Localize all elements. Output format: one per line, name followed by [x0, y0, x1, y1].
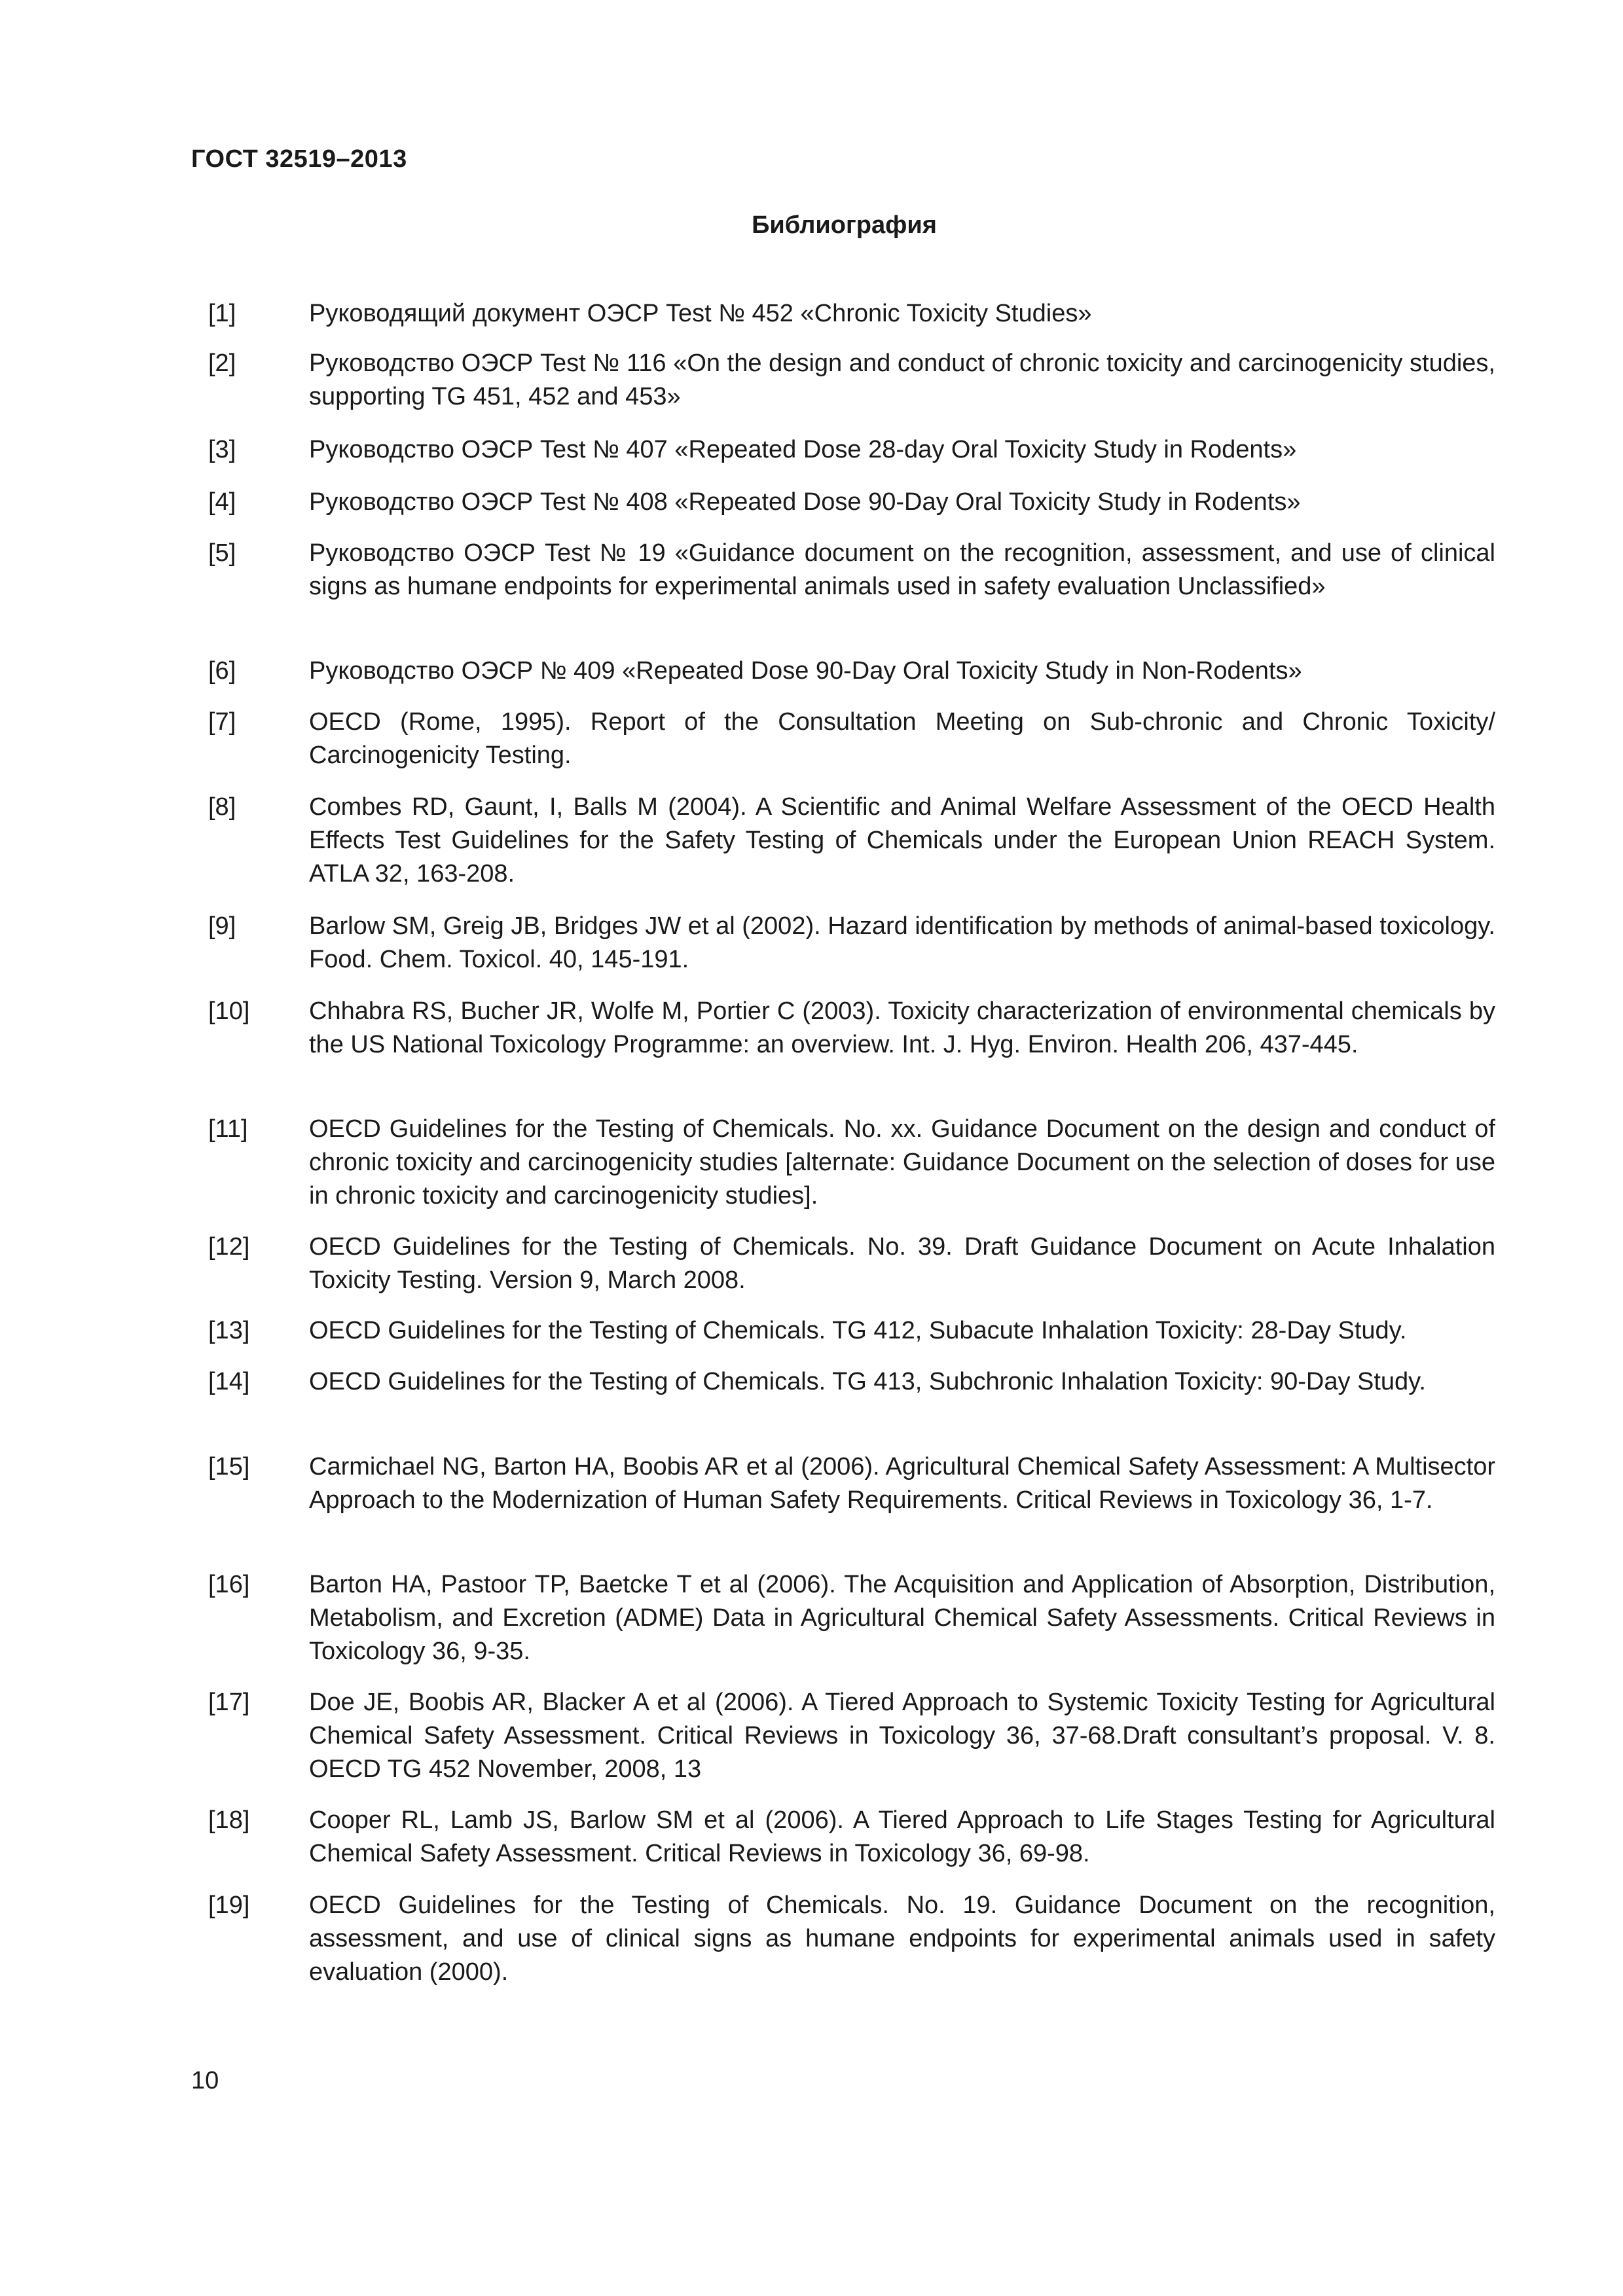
bibliography-item-number: [14]	[208, 1368, 250, 1395]
page-number: 10	[191, 2067, 219, 2094]
bibliography-title: Библиография	[752, 211, 937, 239]
bibliography-item-text: OECD Guidelines for the Testing of Chemicals. No. 19. Guidance Document on the recognition, assessment, and use of clinical signs as humane endpoints for experimental animals used in safety evaluation (2000).	[309, 1892, 1495, 1986]
standard-header: ГОСТ 32519–2013	[191, 145, 407, 173]
bibliography-item-text: Carmichael NG, Barton HA, Boobis AR et al (2006). Agricultural Chemical Safety Assessment: A Multisector Approach to the Modernization of Human Safety Requirements. Critical Reviews in Toxicology 36, 1-7.	[309, 1453, 1495, 1514]
bibliography-item-number: [18]	[208, 1806, 250, 1834]
bibliography-item-text: Doe JE, Boobis AR, Blacker A et al (2006). A Tiered Approach to Systemic Toxicity Testing for Agricultural Chemical Safety Assessment. Critical Reviews in Toxicology 36, 37-68.Draft consultant’s proposal. V. 8. OECD TG 452 November, 2008, 13	[309, 1689, 1495, 1783]
bibliography-item-text: Руководство ОЭСР Test № 19 «Guidance document on the recognition, assessment, and use of clinical signs as humane endpoints for experimental animals used in safety evaluation Unclassified»	[309, 539, 1495, 600]
bibliography-item-number: [8]	[208, 793, 236, 821]
bibliography-item-text: Руководство ОЭСР Test № 407 «Repeated Dose 28-day Oral Toxicity Study in Rodents»	[309, 436, 1297, 463]
bibliography-item-number: [6]	[208, 657, 236, 685]
bibliography-item-number: [5]	[208, 539, 236, 567]
bibliography-item-number: [9]	[208, 912, 236, 940]
bibliography-item-number: [10]	[208, 997, 250, 1025]
bibliography-item-number: [11]	[208, 1115, 248, 1143]
bibliography-item-number: [12]	[208, 1233, 250, 1261]
bibliography-item-number: [15]	[208, 1453, 250, 1480]
bibliography-item-text: OECD (Rome, 1995). Report of the Consultation Meeting on Sub-chronic and Chronic Toxicity/ Carcinogenicity Testing.	[309, 708, 1495, 769]
bibliography-item-number: [16]	[208, 1571, 250, 1598]
bibliography-item-text: Barton HA, Pastoor TP, Baetcke T et al (2006). The Acquisition and Application of Absorption, Distribution, Metabolism, and Excretion (ADME) Data in Agricultural Chemical Safety Assessments. Critical Reviews in Toxicology 36, 9-35.	[309, 1571, 1495, 1665]
bibliography-item-text: OECD Guidelines for the Testing of Chemicals. TG 413, Subchronic Inhalation Toxicity: 90-Day Study.	[309, 1368, 1426, 1395]
bibliography-item-text: Руководство ОЭСР № 409 «Repeated Dose 90-Day Oral Toxicity Study in Non-Rodents»	[309, 657, 1302, 685]
bibliography-item-number: [13]	[208, 1317, 250, 1344]
bibliography-item-number: [4]	[208, 488, 236, 516]
bibliography-item-text: Руководящий документ ОЭСР Test № 452 «Chronic Toxicity Studies»	[309, 300, 1092, 327]
bibliography-item-text: Руководство ОЭСР Test № 408 «Repeated Dose 90-Day Oral Toxicity Study in Rodents»	[309, 488, 1301, 516]
bibliography-item-number: [17]	[208, 1689, 250, 1716]
bibliography-item-text: OECD Guidelines for the Testing of Chemicals. No. xx. Guidance Document on the design and conduct of chronic toxicity and carcinogenicity studies [alternate: Guidance Document on the selection of doses for use in chronic toxicity and carcinogenicity studies].	[309, 1115, 1495, 1210]
bibliography-item-text: Руководство ОЭСР Test № 116 «On the design and conduct of chronic toxicity and carcinogenicity studies, supporting TG 451, 452 and 453»	[309, 350, 1495, 410]
bibliography-item-number: [1]	[208, 300, 236, 327]
bibliography-item-text: Cooper RL, Lamb JS, Barlow SM et al (2006). A Tiered Approach to Life Stages Testing for Agricultural Chemical Safety Assessment. Critical Reviews in Toxicology 36, 69-98.	[309, 1806, 1495, 1867]
bibliography-item-number: [3]	[208, 436, 236, 463]
bibliography-item-text: Barlow SM, Greig JB, Bridges JW et al (2002). Hazard identification by methods of animal-based toxicology. Food. Chem. Toxicol. 40, 145-191.	[309, 912, 1495, 973]
bibliography-item-text: OECD Guidelines for the Testing of Chemicals. TG 412, Subacute Inhalation Toxicity: 28-Day Study.	[309, 1317, 1407, 1344]
bibliography-item-text: Combes RD, Gaunt, I, Balls M (2004). A Scientific and Animal Welfare Assessment of the OECD Health Effects Test Guidelines for the Safety Testing of Chemicals under the European Union REACH System. ATLA 32, 163-208.	[309, 793, 1495, 888]
bibliography-item-text: OECD Guidelines for the Testing of Chemicals. No. 39. Draft Guidance Document on Acute Inhalation Toxicity Testing. Version 9, March 2008.	[309, 1233, 1495, 1294]
bibliography-item-number: [2]	[208, 350, 236, 377]
bibliography-item-text: Chhabra RS, Bucher JR, Wolfe M, Portier C (2003). Toxicity characterization of environmental chemicals by the US National Toxicology Programme: an overview. Int. J. Hyg. Environ. Health 206, 437-445.	[309, 997, 1495, 1058]
bibliography-item-number: [19]	[208, 1892, 250, 1919]
bibliography-item-number: [7]	[208, 708, 236, 736]
